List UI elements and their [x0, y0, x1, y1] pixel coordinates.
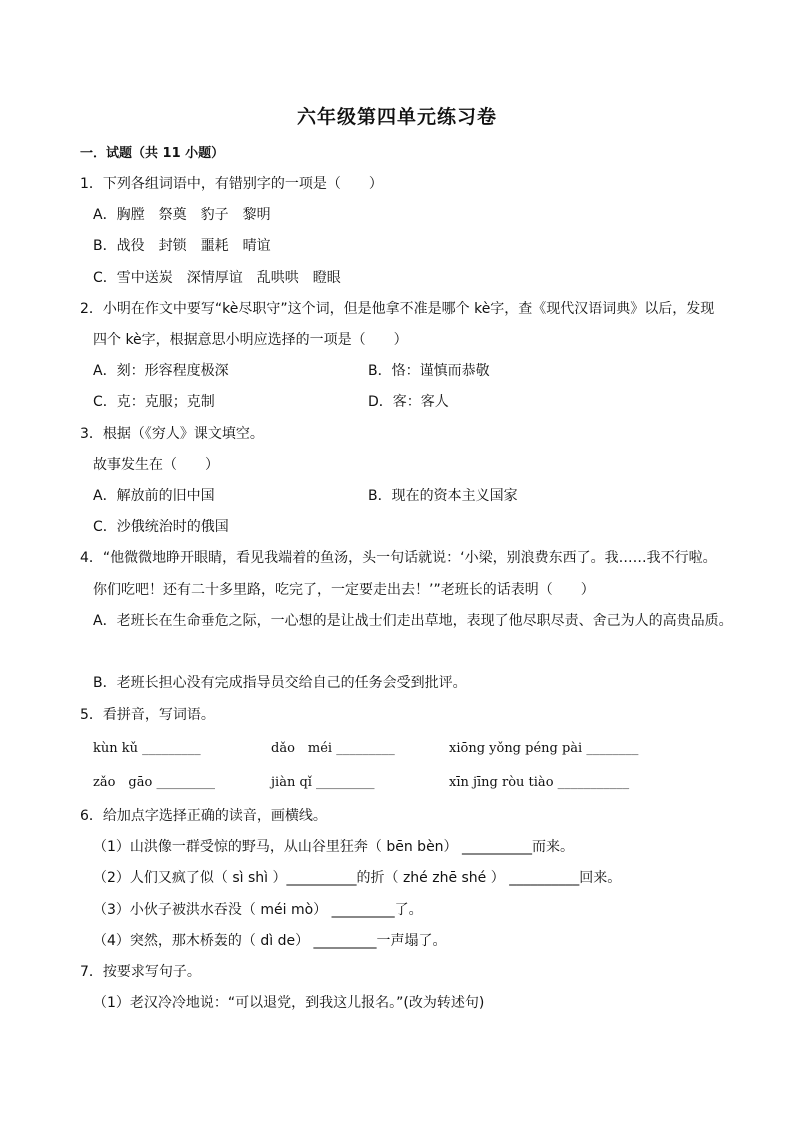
- question-3-option-c: C．沙俄统治时的俄国: [93, 519, 229, 535]
- question-3-sub-stem: 故事发生在（ ）: [93, 457, 219, 473]
- question-6-stem: 6．给加点字选择正确的读音，画横线。: [80, 808, 327, 824]
- question-6-item-2: （2）人们又疯了似（ sì shì ）__________的折（ zhé zhē shé ） __________回来。: [93, 870, 622, 886]
- question-1-option-b: B．战役 封锁 噩耗 晴谊: [93, 238, 271, 254]
- question-7-item-1: （1）老汉冷冷地说：“可以退党，到我这儿报名。”(改为转述句): [93, 995, 485, 1011]
- question-2-option-a: A．刻：形容程度极深: [93, 363, 229, 379]
- question-2-option-c: C．克：克服；克制: [93, 394, 215, 410]
- page-title: 六年级第四单元练习卷: [296, 106, 497, 128]
- section-heading: 一．试题（共 11 小题）: [80, 146, 225, 161]
- question-3-option-a: A．解放前的旧中国: [93, 488, 215, 504]
- question-6-item-3: （3）小伙子被洪水吞没（ méi mò） _________了。: [93, 902, 423, 918]
- question-3-stem: 3．根据（《穷人》课文填空。: [80, 426, 264, 442]
- question-5-pinyin-5: jiàn qǐ _________: [271, 775, 375, 790]
- question-5-stem: 5．看拼音，写词语。: [80, 707, 215, 723]
- question-2-option-d: D．客：客人: [368, 394, 449, 410]
- question-4-option-a: A．老班长在生命垂危之际，一心想的是让战士们走出草地，表现了他尽职尽责、舍己为人的高贵品质。: [93, 613, 733, 629]
- question-6-item-1: （1）山洪像一群受惊的野马，从山谷里狂奔（ bēn bèn） __________而来。: [93, 839, 575, 855]
- question-3-option-b: B．现在的资本主义国家: [368, 488, 518, 504]
- question-4-stem-line2: 你们吃吧！还有二十多里路，吃完了，一定要走出去！’”老班长的话表明（ ）: [93, 582, 595, 598]
- question-5-pinyin-4: zǎo gāo _________: [93, 775, 215, 790]
- question-1-option-c: C．雪中送炭 深情厚谊 乱哄哄 瞪眼: [93, 270, 341, 286]
- question-4-stem-line1: 4．“他微微地睁开眼睛，看见我端着的鱼汤，头一句话就说：‘小梁，别浪费东西了。我……我不行啦。: [80, 550, 717, 566]
- question-5-pinyin-1: kùn kǔ _________: [93, 741, 201, 756]
- question-1-option-a: A．胸膛 祭奠 豹子 黎明: [93, 207, 271, 223]
- question-5-pinyin-2: dǎo méi _________: [271, 741, 395, 756]
- question-2-stem-line2: 四个 kè字，根据意思小明应选择的一项是（ ）: [93, 332, 408, 348]
- question-5-pinyin-6: xīn jīng ròu tiào ___________: [449, 775, 630, 790]
- question-5-pinyin-3: xiōng yǒng péng pài ________: [449, 741, 639, 756]
- question-1-stem: 1．下列各组词语中，有错别字的一项是（ ）: [80, 176, 383, 192]
- question-2-option-b: B．恪：谨慎而恭敬: [368, 363, 490, 379]
- question-4-option-b: B．老班长担心没有完成指导员交给自己的任务会受到批评。: [93, 675, 467, 691]
- question-6-item-4: （4）突然，那木桥轰的（ dì de） _________一声塌了。: [93, 933, 447, 949]
- question-7-stem: 7．按要求写句子。: [80, 964, 201, 980]
- question-2-stem-line1: 2．小明在作文中要写“kè尽职守”这个词，但是他拿不准是哪个 kè字，查《现代汉语词典》以后，发现: [80, 301, 715, 317]
